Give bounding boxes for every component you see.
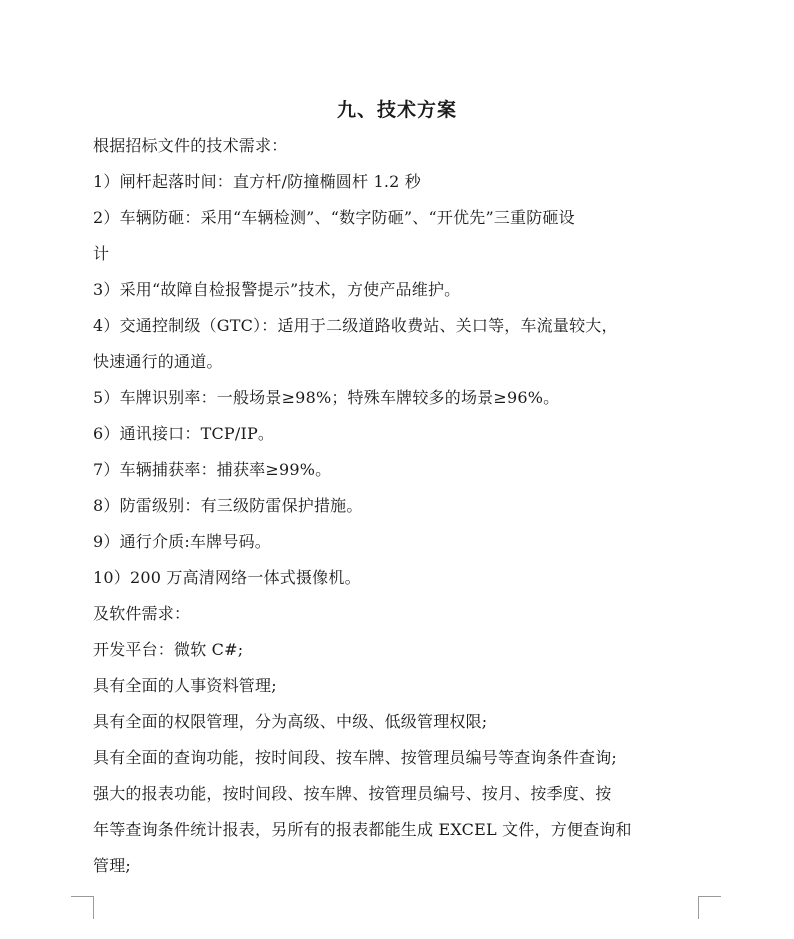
- document-body: [93, 128, 705, 884]
- text-line: 2）车辆防砸：采用“车辆检测”、“数字防砸”、“开优先”三重防砸设: [93, 208, 575, 227]
- page-corner-mark-right: [698, 896, 721, 919]
- text-line: 6）通讯接口：TCP/IP。: [93, 424, 275, 443]
- text-line: 具有全面的权限管理，分为高级、中级、低级管理权限;: [93, 712, 488, 731]
- text-line: 强大的报表功能，按时间段、按车牌、按管理员编号、按月、按季度、按: [93, 784, 612, 803]
- text-line: 开发平台：微软 C#;: [93, 640, 244, 659]
- text-line: 计: [93, 244, 110, 263]
- text-line: 根据招标文件的技术需求：: [93, 136, 288, 155]
- page-corner-mark-left: [71, 896, 94, 919]
- text-line: 管理;: [93, 856, 131, 875]
- text-line: 5）车牌识别率：一般场景≥98%；特殊车牌较多的场景≥96%。: [93, 388, 560, 407]
- text-line: 8）防雷级别：有三级防雷保护措施。: [93, 496, 363, 515]
- section-title: 九、技术方案: [336, 99, 457, 121]
- text-line: 3）采用“故障自检报警提示”技术，方使产品维护。: [93, 280, 461, 299]
- text-line: 7）车辆捕获率：捕获率≥99%。: [93, 460, 332, 479]
- text-line: 4）交通控制级（GTC）：适用于二级道路收费站、关口等，车流量较大，: [93, 316, 618, 335]
- text-line: 1）闸杆起落时间：直方杆/防撞椭圆杆 1.2 秒: [93, 172, 421, 191]
- text-line: 年等查询条件统计报表，另所有的报表都能生成 EXCEL 文件，方便查询和: [93, 820, 632, 839]
- text-line: 具有全面的查询功能，按时间段、按车牌、按管理员编号等查询条件查询;: [93, 748, 617, 767]
- text-line: 及软件需求：: [93, 604, 191, 623]
- text-line: 10）200 万高清网络一体式摄像机。: [93, 568, 361, 587]
- text-line: 快速通行的通道。: [93, 352, 223, 371]
- text-line: 具有全面的人事资料管理;: [93, 676, 277, 695]
- text-line: 9）通行介质:车牌号码。: [93, 532, 271, 551]
